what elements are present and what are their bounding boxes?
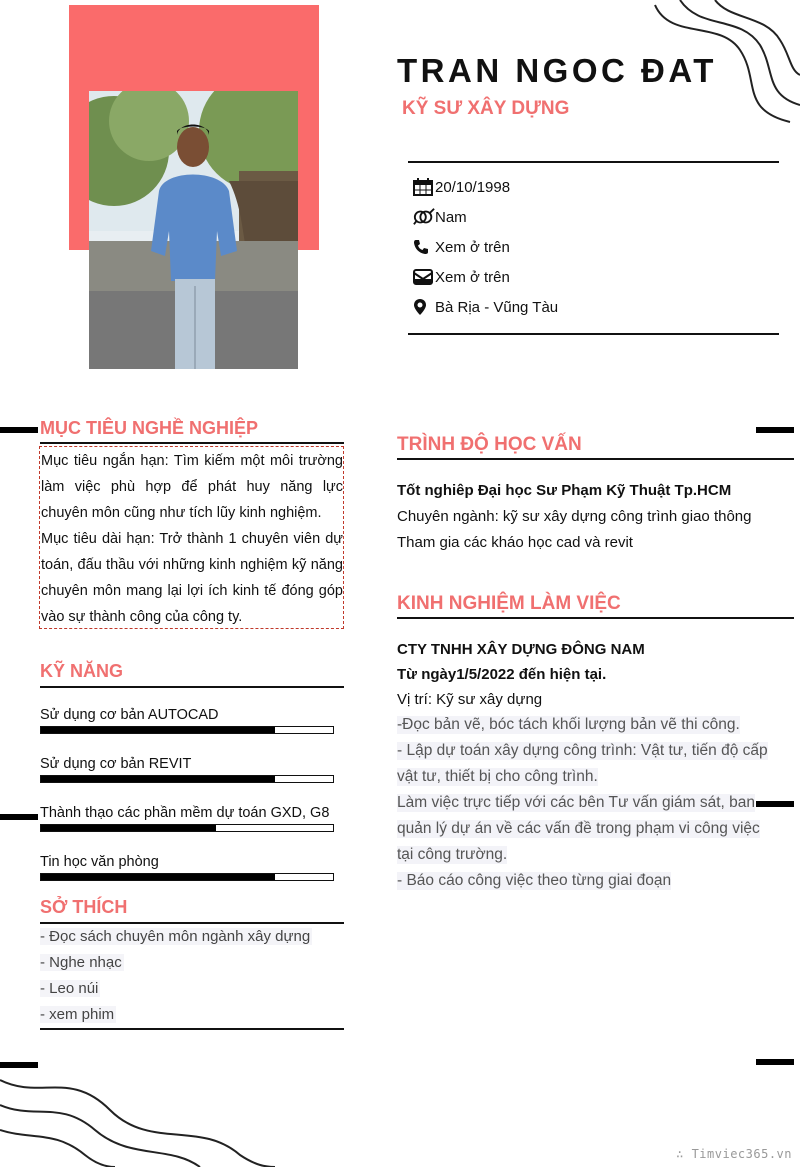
skill-label: Sử dụng cơ bản REVIT — [40, 756, 192, 772]
email-icon — [413, 267, 435, 287]
education-school: Tốt nghiêp Đại học Sư Phạm Kỹ Thuật Tp.HCM — [397, 482, 732, 499]
skill-bar-fill — [41, 776, 275, 782]
experience-company: CTY TNHH XÂY DỰNG ĐÔNG NAM — [397, 641, 645, 658]
decorative-tick-right-3 — [756, 1059, 794, 1065]
objective-long-term: Mục tiêu dài hạn: Trở thành 1 chuyên viên dự toán, đấu thầu với những kinh nghiệm kỹ năng chuyên môn mang lại lợi ích kinh tế đóng góp vào sự thành công của công ty. — [41, 531, 343, 625]
gender-value: Nam — [435, 208, 467, 226]
education-title: TRÌNH ĐỘ HỌC VẤN — [397, 434, 582, 455]
location-icon — [413, 297, 435, 317]
objective-title: MỤC TIÊU NGHỀ NGHIỆP — [40, 418, 259, 438]
birthday-value: 20/10/1998 — [435, 178, 511, 196]
education-major: Chuyên ngành: kỹ sư xây dựng công trình giao thông — [397, 508, 752, 525]
decorative-waves-bottom-left — [0, 1060, 300, 1167]
info-phone — [413, 236, 510, 258]
hobby-item: - xem phim — [40, 1006, 115, 1023]
info-top-divider — [408, 161, 779, 163]
profile-photo — [89, 91, 298, 369]
phone-value: Xem ở trên — [435, 238, 510, 256]
info-birthday — [413, 176, 510, 198]
skill-label: Sử dụng cơ bản AUTOCAD — [40, 707, 219, 723]
skill-label: Thành thạo các phần mềm dự toán GXD, G8 — [40, 805, 330, 821]
skill-bar-fill — [41, 825, 216, 831]
decorative-tick-left-1 — [0, 427, 38, 433]
decorative-tick-right-1 — [756, 427, 794, 433]
education-extra: Tham gia các kháo học cad và revit — [397, 534, 633, 551]
phone-icon — [413, 237, 435, 257]
job-title: KỸ SƯ XÂY DỰNG — [402, 98, 570, 119]
watermark — [676, 1147, 792, 1161]
skill-bar — [40, 873, 334, 881]
watermark-text: Timviec365.vn — [691, 1147, 792, 1161]
info-gender — [413, 206, 467, 228]
skill-bar — [40, 824, 334, 832]
calendar-icon — [413, 177, 435, 197]
hobby-item: - Leo núi — [40, 980, 99, 997]
email-value: Xem ở trên — [435, 268, 510, 286]
experience-title: KINH NGHIỆM LÀM VIỆC — [397, 593, 621, 614]
experience-position: Vị trí: Kỹ sư xây dựng — [397, 691, 543, 708]
education-divider — [397, 458, 794, 460]
decorative-tick-left-2 — [0, 814, 38, 820]
skill-bar — [40, 726, 334, 734]
skill-bar — [40, 775, 334, 783]
experience-line: vật tư, thiết bị cho công trình. — [397, 768, 598, 785]
objective-box — [39, 446, 344, 629]
watermark-logo-icon: ∴ — [676, 1147, 692, 1161]
decorative-tick-right-2 — [756, 801, 794, 807]
experience-line: -Đọc bản vẽ, bóc tách khối lượng bản vẽ thi công. — [397, 716, 740, 733]
info-email — [413, 266, 510, 288]
decorative-tick-left-3 — [0, 1062, 38, 1068]
gender-icon — [413, 207, 435, 227]
experience-line: Làm việc trực tiếp với các bên Tư vấn giám sát, ban — [397, 794, 756, 811]
info-bottom-divider — [408, 333, 779, 335]
skill-bar-fill — [41, 727, 275, 733]
objective-divider — [40, 442, 344, 444]
hobby-item: - Đọc sách chuyên môn ngành xây dựng — [40, 928, 311, 945]
experience-divider — [397, 617, 794, 619]
experience-period: Từ ngày1/5/2022 đến hiện tại. — [397, 666, 607, 683]
info-location — [413, 296, 558, 318]
hobby-item: - Nghe nhạc — [40, 954, 122, 971]
hobbies-title: SỞ THÍCH — [40, 897, 128, 917]
skill-bar-fill — [41, 874, 275, 880]
experience-line: - Báo cáo công việc theo từng giai đoạn — [397, 872, 672, 889]
location-value: Bà Rịa - Vũng Tàu — [435, 298, 559, 316]
objective-short-term: Mục tiêu ngắn hạn: Tìm kiếm một môi trường làm việc phù hợp để phát huy năng lực chuyên môn cũng như tích lũy kinh nghiệm. — [41, 453, 343, 521]
skills-title: KỸ NĂNG — [40, 661, 124, 681]
skill-label: Tin học văn phòng — [40, 854, 159, 870]
experience-line: quản lý dự án về các vấn đề trong phạm vi công việc — [397, 820, 760, 837]
experience-line: - Lập dự toán xây dựng công trình: Vật tư, tiến độ cấp — [397, 742, 768, 759]
hobbies-divider — [40, 922, 344, 924]
skills-divider — [40, 686, 344, 688]
candidate-name: TRAN NGOC ĐAT — [397, 52, 717, 89]
experience-line: tại công trường. — [397, 846, 508, 863]
hobbies-bottom-divider — [40, 1028, 344, 1030]
